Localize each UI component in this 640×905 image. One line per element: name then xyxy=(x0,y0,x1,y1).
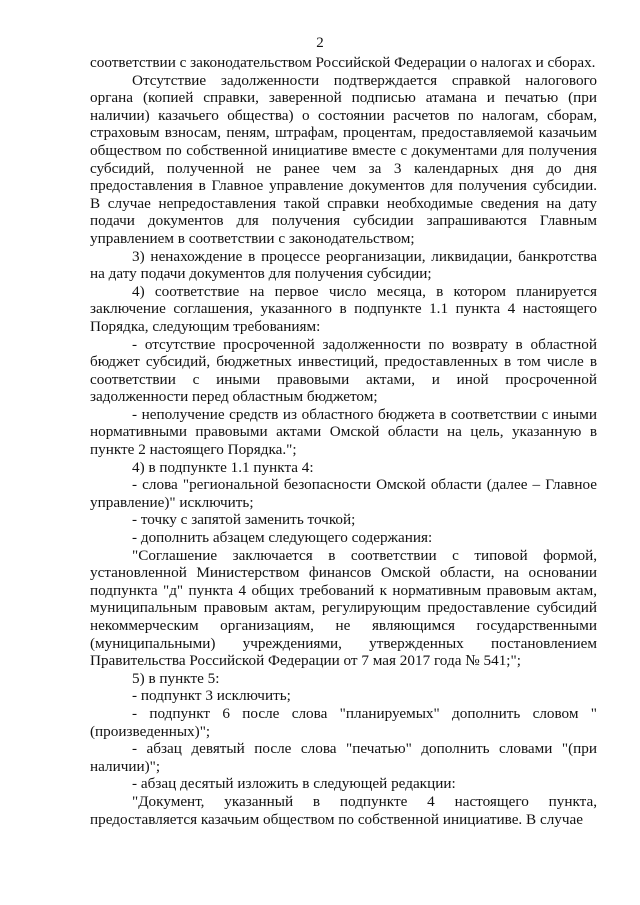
paragraph: - отсутствие просроченной задолженности по возврату в областной бюджет субсидий, бюджетных инвестиций, предоставленных в том числе в соответствии с иными правовыми актами, и иной просроченной задолженности перед областным бюджетом; xyxy=(90,335,597,406)
paragraph: соответствии с законодательством Российской Федерации о налогах и сборах. xyxy=(90,54,596,71)
paragraph: - абзац десятый изложить в следующей редакции: xyxy=(132,775,456,793)
paragraph: - слова "региональной безопасности Омской области (далее – Главное управление)" исключить; xyxy=(90,476,597,511)
paragraph: - неполучение средств из областного бюджета в соответствии с иными нормативными правовыми актами Омской области на цель, указанную в пункте 2 настоящего Порядка."; xyxy=(90,405,597,459)
paragraph: "Соглашение заключается в соответствии с типовой формой, установленной Министерством финансов Омской области, на основании подпункта "д" пункта 4 общих требований к нормативным правовым актам, муниципальным правовым актам, регулирующим предоставление субсидий некоммерческим организациям, не являющимся государственными (муниципальными) учреждениями, утвержденных постановлением Правительства Российской Федерации от 7 мая 2017 года № 541;"; xyxy=(90,546,597,670)
paragraph: Отсутствие задолженности подтверждается справкой налогового органа (копией справки, заверенной подписью атамана и печатью (при наличии) казачьего общества) о состоянии расчетов по налогам, сборам, страховым взносам, пеням, штрафам, процентам, предоставляемой казачьим обществом по собственной инициативе вместе с документами для получения субсидий, полученной не ранее чем за 3 календарных дня до дня предоставления в Главное управление документов для получения субсидии. В случае непредоставления такой справки необходимые сведения на дату подачи документов для получения субсидии запрашиваются Главным управлением в соответствии с законодательством; xyxy=(90,71,597,247)
paragraph: - дополнить абзацем следующего содержания: xyxy=(132,529,433,547)
page-number: 2 xyxy=(316,35,324,51)
paragraph: - абзац девятый после слова "печатью" дополнить словами "(при наличии)"; xyxy=(90,740,597,775)
paragraph: - подпункт 3 исключить; xyxy=(132,687,291,705)
paragraph: - точку с запятой заменить точкой; xyxy=(132,511,356,529)
paragraph: 5) в пункте 5: xyxy=(132,669,220,687)
paragraph: - подпункт 6 после слова "планируемых" дополнить словом "(произведенных)"; xyxy=(90,704,597,740)
document-body xyxy=(90,54,597,828)
paragraph: 3) ненахождение в процессе реорганизации, ликвидации, банкротства на дату подачи документов для получения субсидии; xyxy=(90,247,597,283)
paragraph: "Документ, указанный в подпункте 4 настоящего пункта, предоставляется казачьим обществом по собственной инициативе. В случае xyxy=(90,792,597,828)
paragraph: 4) соответствие на первое число месяца, в котором планируется заключение соглашения, указанного в подпункте 1.1 пункта 4 настоящего Порядка, следующим требованиям: xyxy=(90,282,597,335)
paragraph: 4) в подпункте 1.1 пункта 4: xyxy=(132,458,314,476)
